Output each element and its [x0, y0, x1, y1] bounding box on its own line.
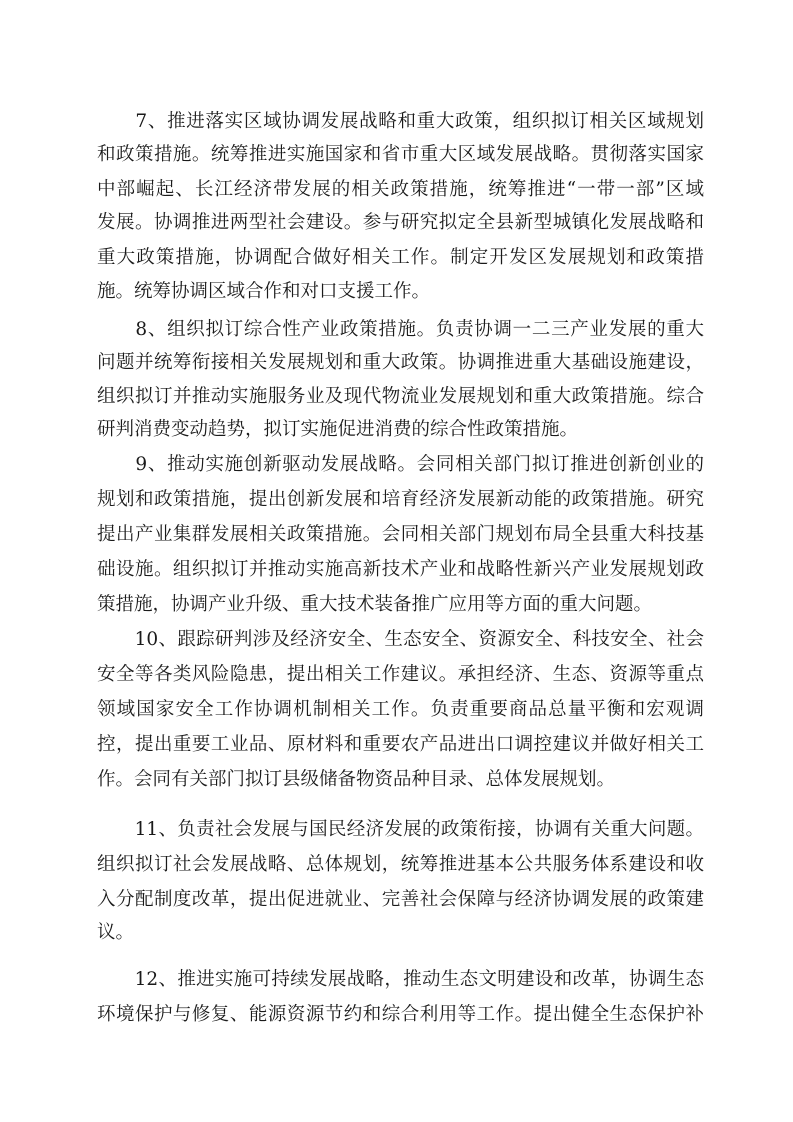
text-line: 环境保护与修复、能源资源节约和综合利用等工作。提出健全生态保护补	[97, 1004, 704, 1025]
text-line: 安全等各类风险隐患，提出相关工作建议。承担经济、生态、资源等重点	[97, 664, 704, 685]
text-line: 7、推进落实区域协调发展战略和重大政策，组织拟订相关区域规划	[97, 111, 704, 132]
text-line: 9、推动实施创新驱动发展战略。会同相关部门拟订推进创新创业的	[97, 454, 704, 475]
text-line: 础设施。组织拟订并推动实施高新技术产业和战略性新兴产业发展规划政	[97, 559, 704, 580]
text-line: 和政策措施。统筹推进实施国家和省市重大区域发展战略。贯彻落实国家	[97, 144, 704, 165]
text-line: 中部崛起、长江经济带发展的相关政策措施，统筹推进“一带一部”区域	[97, 179, 704, 200]
text-line: 8、组织拟订综合性产业政策措施。负责协调一二三产业发展的重大	[97, 319, 704, 340]
text-line: 研判消费变动趋势，拟订实施促进消费的综合性政策措施。	[97, 419, 579, 440]
text-line: 组织拟订并推动实施服务业及现代物流业发展规划和重大政策措施。综合	[97, 386, 704, 407]
text-line: 规划和政策措施，提出创新发展和培育经济发展新动能的政策措施。研究	[97, 489, 704, 510]
text-line: 重大政策措施，协调配合做好相关工作。制定开发区发展规划和政策措	[97, 247, 704, 268]
text-line: 入分配制度改革，提出促进就业、完善社会保障与经济协调发展的政策建	[97, 889, 704, 910]
text-line: 10、跟踪研判涉及经济安全、生态安全、资源安全、科技安全、社会	[97, 629, 704, 650]
text-line: 提出产业集群发展相关政策措施。会同相关部门规划布局全县重大科技基	[97, 524, 704, 545]
text-line: 施。统筹协调区域合作和对口支援工作。	[97, 281, 431, 302]
text-line: 发展。协调推进两型社会建设。参与研究拟定全县新型城镇化发展战略和	[97, 212, 704, 233]
text-line: 问题并统筹衔接相关发展规划和重大政策。协调推进重大基础设施建设，	[97, 352, 704, 373]
text-line: 控，提出重要工业品、原材料和重要农产品进出口调控建议并做好相关工	[97, 734, 704, 755]
text-line: 组织拟订社会发展战略、总体规划，统筹推进基本公共服务体系建设和收	[97, 854, 704, 875]
text-line: 12、推进实施可持续发展战略，推动生态文明建设和改革，协调生态	[97, 969, 704, 990]
text-line: 作。会同有关部门拟订县级储备物资品种目录、总体发展规划。	[97, 769, 616, 790]
text-line: 11、负责社会发展与国民经济发展的政策衔接，协调有关重大问题。	[97, 819, 704, 840]
text-line: 领域国家安全工作协调机制相关工作。负责重要商品总量平衡和宏观调	[97, 699, 704, 720]
text-line: 策措施，协调产业升级、重大技术装备推广应用等方面的重大问题。	[97, 594, 653, 615]
text-line: 议。	[97, 922, 135, 943]
